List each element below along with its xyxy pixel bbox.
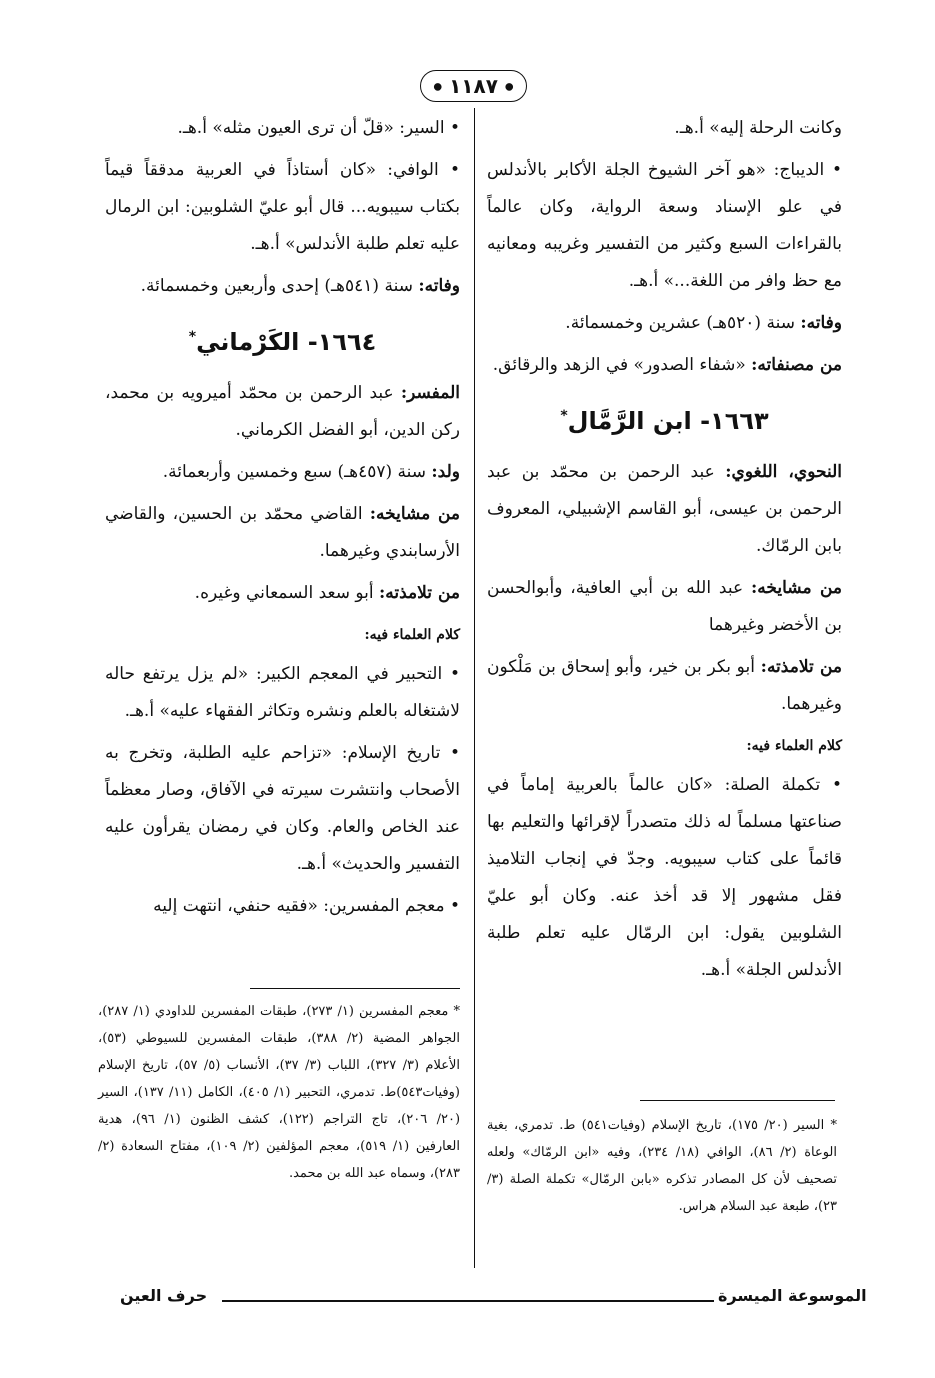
paragraph: وكانت الرحلة إليه» أ.هـ. [674,118,842,138]
right-column [487,110,842,994]
footer-encyclopedia-title: الموسوعة الميسرة [718,1286,867,1305]
footnote-rule [250,988,460,989]
footnote-mark: * [188,329,197,345]
left-column [105,110,460,930]
label: ولد: [431,462,460,482]
footer-rule [222,1300,714,1302]
paragraph [487,649,842,723]
label: من مشايخه: [369,504,460,524]
paragraph: • التحبير في المعجم الكبير: «لم يزل يرتفع حاله لاشتغاله بالعلم ونشره وتكاثر الفقهاء عليه» أ.هـ. [105,664,460,721]
paragraph: • معجم المفسرين: «فقيه حنفي، انتهت إليه [153,896,460,916]
paragraph: • تاريخ الإسلام: «تزاحم عليه الطلبة، وتخرج به الأصحاب وانتشرت سيرته في الآفاق، وصار معظماً عند الخاص والعام. وكان في رمضان يقرأون عليه التفسير والحديث» أ.هـ. [105,743,460,874]
footnote-right: * السير (٢٠/ ١٧٥)، تاريخ الإسلام (وفيات٥٤١) ط. تدمري، بغية الوعاة (٢/ ٨٦)، الوافي (١٨/ ٢٣٤)، وفيه «ابن الرمّاك» ولعله تصحيف لأن كل المصادر تذكره «بابن الرمّال» تكملة الصلة (٣/ ٢٣)، طبعة عبد السلام هراس. [487,1118,838,1214]
entry-heading-text: ١٦٦٤- الكَرْماني [196,328,377,356]
paragraph [105,575,460,612]
paragraph [487,305,842,342]
text: عبد الرحمن بن محمّد بن عبد الرحمن بن عيسى، أبو القاسم الإشبيلي، المعروف بابن الرمّاك. [487,462,842,556]
paragraph [105,375,460,449]
paragraph [105,454,460,491]
text: أبو بكر بن خير، وأبو إسحاق بن مَلْكون وغيرهما. [487,657,842,714]
paragraph: • السير: «قلّ أن ترى العيون مثله» أ.هـ. [177,118,460,138]
text: عبد الرحمن بن محمّد أميرويه بن محمد، ركن الدين، أبو الفضل الكرماني. [105,383,460,440]
text: سنة (٥٤١هـ) إحدى وأربعين وخمسمائة. [140,276,413,296]
entry-heading [105,319,460,361]
paragraph [105,496,460,570]
column-divider [474,108,475,1268]
label: المفسر: [400,383,460,403]
label: من مصنفاته: [751,355,842,375]
paragraph: • الوافي: «كان أستاذاً في العربية مدققاً قيماً بكتاب سيبويه... قال أبو عليّ الشلوبين: ابن الرمال عليه تعلم طلبة الأندلس» أ.هـ. [105,160,460,254]
page-number-text: ١١٨٧ [449,74,498,98]
label: من تلامذته: [760,657,842,677]
entry-heading [487,398,842,440]
text: أبو سعد السمعاني وغيره. [194,583,374,603]
label: من مشايخه: [751,578,843,598]
text: عبد الله بن أبي العافية، وأبوالحسن بن الأخضر وغيرهما [487,578,842,635]
footer-section-title: حرف العين [120,1286,208,1305]
text: سنة (٥٢٠هـ) عشرين وخمسمائة. [565,313,795,333]
section-subheading: كلام العلماء فيه: [746,738,842,754]
footnote-left: * معجم المفسرين (١/ ٢٧٣)، طبقات المفسرين للداودي (١/ ٢٨٧)، الجواهر المضية (٢/ ٣٨٨)، طبقات المفسرين للسيوطي (٥٣)، الأعلام (٣/ ٣٢٧)، اللباب (٣/ ٣٧)، الأنساب (٥/ ٥٧)، تاريخ الإسلام (وفيات٥٤٣)ط. تدمري، التحبير (١/ ٤٠٥)، الكامل (١١/ ١٣٧)، السير (٢٠/ ٢٠٦)، تاج التراجم (١٢٢)، كشف الظنون (١/ ٩٦)، هدية العارفين (١/ ٥١٩)، معجم المؤلفين (٢/ ١٠٩)، مفتاح السعادة (٢/ ٢٨٣)، وسماه عبد الله بن محمد. [98,1004,461,1181]
paragraph: • الديباج: «هو آخر الشيوخ الجلة الأكابر بالأندلس في علو الإسناد وسعة الرواية، وكان عالماً بالقراءات السبع وكثير من التفسير وغريبه ومعانيه مع حظ وافر من اللغة...» أ.هـ. [487,160,842,291]
paragraph [487,570,842,644]
text: «شفاء الصدور» في الزهد والرقائق. [492,355,746,375]
paragraph: • تكملة الصلة: «كان عالماً بالعربية إماماً في صناعتها مسلماً له ذلك متصدراً لإقرائها والتعليم بها قائماً على كتاب سيبويه. وجدّ في إنجاب التلاميذ فقل مشهور إلا قد أخذ عنه. وكان أبو عليّ الشلوبين يقول: ابن الرمّال عليه تعلم طلبة الأندلس الجلة» أ.هـ. [487,775,842,980]
label: وفاته: [800,313,842,333]
entry-heading-text: ١٦٦٣- ابن الرَّمَّال [567,407,769,435]
ornament-dot-icon: ● [504,81,514,93]
label: وفاته: [418,276,460,296]
paragraph [105,268,460,305]
footnote-mark: * [560,408,568,424]
label: النحوي، اللغوي: [725,462,842,482]
paragraph [487,347,842,384]
ornament-dot-icon: ● [433,81,443,93]
section-subheading: كلام العلماء فيه: [364,627,460,643]
label: من تلامذته: [379,583,460,603]
text: سنة (٤٥٧هـ) سبع وخمسين وأربعمائة. [162,462,426,482]
footnote-rule [640,1100,835,1101]
text: القاضي محمّد بن الحسين، والقاضي الأرسابندي وغيرهما. [105,504,460,561]
paragraph [487,454,842,565]
page-number [420,70,527,102]
